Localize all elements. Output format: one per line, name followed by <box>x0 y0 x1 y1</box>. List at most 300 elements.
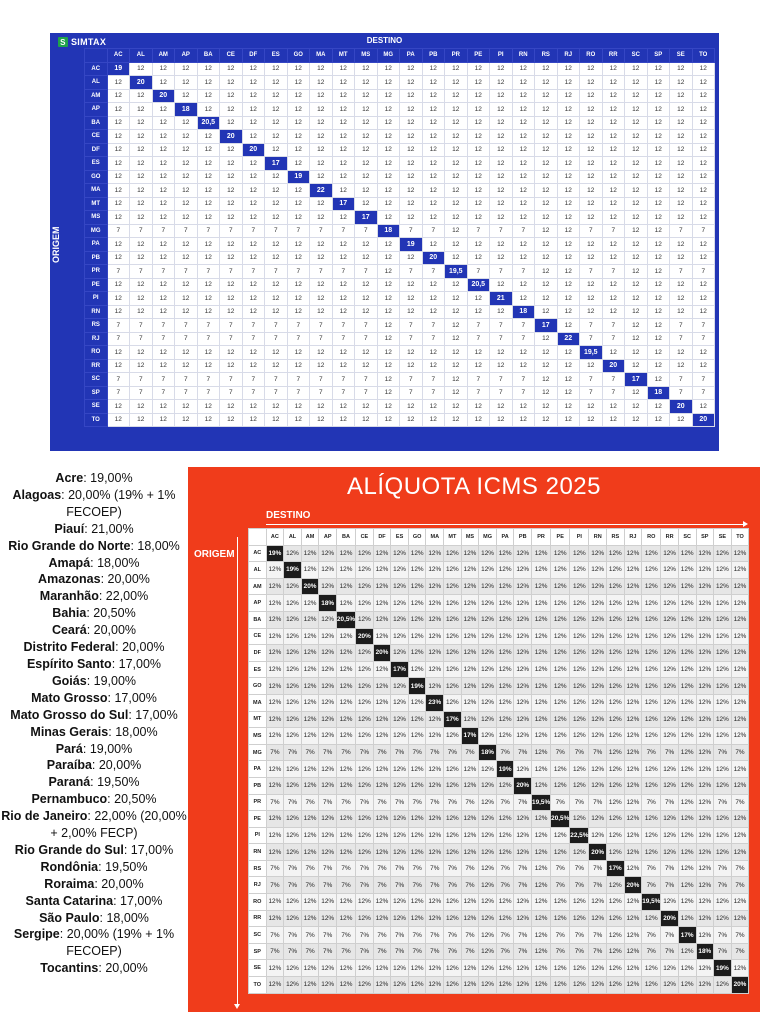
right-rate-cell: 12% <box>678 595 696 612</box>
state-rate-separator: : <box>130 538 138 553</box>
aliquota-icms-2025-panel <box>188 467 760 1012</box>
top-rate-cell: 12 <box>602 76 625 90</box>
right-row <box>249 611 749 628</box>
top-rate-cell: 12 <box>400 143 423 157</box>
top-destino-header: CE <box>220 49 243 63</box>
right-destino-header: MT <box>444 529 462 546</box>
top-rate-cell: 12 <box>220 238 243 252</box>
right-rate-cell: 12% <box>532 777 551 794</box>
right-rate-cell: 12% <box>284 827 302 844</box>
right-rate-cell: 12% <box>607 562 625 579</box>
right-rate-cell: 12% <box>444 977 462 994</box>
top-rate-cell: 12 <box>130 157 153 171</box>
right-rate-cell: 12% <box>624 844 642 861</box>
right-rate-cell: 12% <box>408 578 426 595</box>
top-rate-cell: 7 <box>670 265 693 279</box>
right-rate-cell: 7% <box>496 943 514 960</box>
top-rate-cell: 12 <box>670 346 693 360</box>
right-rate-cell: 12% <box>426 728 444 745</box>
top-rate-cell: 12 <box>287 197 310 211</box>
right-origem-header: DF <box>249 645 267 662</box>
right-rate-cell: 12% <box>373 844 391 861</box>
right-rate-cell: 12% <box>373 562 391 579</box>
right-rate-cell: 12% <box>408 977 426 994</box>
top-rate-cell: 12 <box>265 197 288 211</box>
top-rate-cell: 12 <box>625 143 648 157</box>
right-rate-cell: 12% <box>496 694 514 711</box>
right-rate-cell: 12% <box>426 562 444 579</box>
top-rate-cell: 7 <box>355 319 378 333</box>
top-rate-cell: 12 <box>130 143 153 157</box>
top-rate-cell: 12 <box>512 170 535 184</box>
top-rate-cell: 12 <box>220 76 243 90</box>
right-rate-cell: 12% <box>461 960 479 977</box>
right-rate-cell: 7% <box>356 794 374 811</box>
top-rate-cell: 12 <box>332 211 355 225</box>
right-rate-cell: 7% <box>391 794 409 811</box>
top-rate-cell: 12 <box>310 359 333 373</box>
right-rate-cell: 7% <box>319 744 337 761</box>
right-rate-cell: 12% <box>426 595 444 612</box>
right-rate-cell: 12% <box>589 628 607 645</box>
top-origem-header: RN <box>85 305 108 319</box>
right-rate-cell: 12% <box>356 910 374 927</box>
top-origem-header: PR <box>85 265 108 279</box>
top-rate-cell: 7 <box>107 386 130 400</box>
top-rate-cell: 7 <box>332 319 355 333</box>
top-rate-cell: 12 <box>625 224 648 238</box>
top-rate-cell: 12 <box>647 265 670 279</box>
right-rate-cell: 12% <box>301 827 319 844</box>
top-destino-header: DF <box>242 49 265 63</box>
right-rate-cell: 12% <box>532 628 551 645</box>
top-rate-cell: 7 <box>242 319 265 333</box>
state-name: Ceará <box>51 623 87 638</box>
right-rate-cell: 12% <box>426 711 444 728</box>
right-rate-cell: 12% <box>336 578 355 595</box>
right-rate-cell: 7% <box>514 744 532 761</box>
right-rate-cell: 12% <box>678 943 696 960</box>
top-rate-cell: 12 <box>332 413 355 427</box>
top-rate-cell: 12 <box>467 211 490 225</box>
right-origem-header: AP <box>249 595 267 612</box>
right-internal-rate-cell: 20% <box>589 844 607 861</box>
right-rate-cell: 12% <box>607 694 625 711</box>
top-internal-rate-cell: 17 <box>535 319 558 333</box>
simtax-logo-icon: S <box>58 37 68 47</box>
top-rate-cell: 7 <box>197 265 220 279</box>
top-rate-cell: 12 <box>197 251 220 265</box>
top-rate-cell: 12 <box>535 238 558 252</box>
right-rate-cell: 12% <box>496 611 514 628</box>
top-rate-cell: 12 <box>400 89 423 103</box>
top-internal-rate-cell: 20 <box>152 89 175 103</box>
right-rate-cell: 12% <box>426 545 444 562</box>
right-rate-cell: 12% <box>624 595 642 612</box>
right-rate-cell: 7% <box>391 927 409 944</box>
top-rate-cell: 12 <box>647 184 670 198</box>
top-rate-cell: 7 <box>152 386 175 400</box>
top-destino-header: TO <box>692 49 715 63</box>
right-rate-cell: 12% <box>373 611 391 628</box>
top-rate-cell: 12 <box>467 238 490 252</box>
top-rate-cell: 12 <box>490 305 513 319</box>
top-rate-cell: 12 <box>535 76 558 90</box>
right-rate-cell: 12% <box>461 827 479 844</box>
top-rate-cell: 7 <box>107 332 130 346</box>
top-rate-cell: 12 <box>130 400 153 414</box>
top-rate-cell: 12 <box>557 103 580 117</box>
top-destino-header: MG <box>377 49 400 63</box>
top-rate-cell: 12 <box>220 400 243 414</box>
right-rate-cell: 7% <box>642 877 661 894</box>
top-rate-cell: 12 <box>422 89 445 103</box>
right-rate-cell: 12% <box>284 811 302 828</box>
top-rate-cell: 12 <box>287 89 310 103</box>
top-rate-cell: 12 <box>625 292 648 306</box>
top-rate-cell: 12 <box>377 413 400 427</box>
right-rate-cell: 7% <box>661 943 679 960</box>
top-rate-cell: 12 <box>332 305 355 319</box>
state-rate-value: 18,00% <box>106 910 149 925</box>
right-rate-cell: 12% <box>266 960 284 977</box>
right-rate-cell: 12% <box>444 661 462 678</box>
right-rate-cell: 12% <box>444 960 462 977</box>
top-origem-header: CE <box>85 130 108 144</box>
right-rate-cell: 7% <box>266 877 284 894</box>
right-rate-cell: 7% <box>356 744 374 761</box>
right-rate-cell: 12% <box>696 910 714 927</box>
right-rate-cell: 12% <box>444 562 462 579</box>
top-rate-cell: 12 <box>265 103 288 117</box>
right-rate-cell: 12% <box>532 877 551 894</box>
top-row <box>85 386 715 400</box>
right-rate-cell: 12% <box>391 545 409 562</box>
top-rate-cell: 12 <box>175 76 198 90</box>
right-rate-cell: 12% <box>514 761 532 778</box>
right-rate-cell: 7% <box>461 860 479 877</box>
right-rate-cell: 12% <box>408 894 426 911</box>
top-rate-cell: 12 <box>557 170 580 184</box>
top-internal-rate-cell: 17 <box>625 373 648 387</box>
top-rate-cell: 12 <box>535 373 558 387</box>
top-rate-cell: 12 <box>332 89 355 103</box>
right-rate-cell: 12% <box>678 545 696 562</box>
right-rate-cell: 12% <box>714 844 732 861</box>
top-rate-cell: 12 <box>670 292 693 306</box>
right-rate-cell: 12% <box>696 562 714 579</box>
top-rate-cell: 12 <box>580 76 603 90</box>
right-rate-cell: 12% <box>589 894 607 911</box>
top-rate-cell: 12 <box>152 413 175 427</box>
top-rate-cell: 12 <box>107 211 130 225</box>
top-rate-cell: 12 <box>422 305 445 319</box>
top-rate-cell: 12 <box>625 305 648 319</box>
top-rate-cell: 12 <box>175 89 198 103</box>
right-row <box>249 628 749 645</box>
top-rate-cell: 12 <box>265 400 288 414</box>
top-rate-cell: 12 <box>602 62 625 76</box>
top-rate-cell: 12 <box>107 278 130 292</box>
right-rate-cell: 12% <box>408 562 426 579</box>
top-rate-cell: 12 <box>332 251 355 265</box>
top-rate-cell: 12 <box>535 413 558 427</box>
right-internal-rate-cell: 17% <box>461 728 479 745</box>
state-rate-item <box>0 470 188 487</box>
right-rate-cell: 12% <box>336 960 355 977</box>
top-rate-cell: 7 <box>107 265 130 279</box>
state-rate-value: 22,00% (20,00% + 2,00% FECP) <box>50 809 187 841</box>
top-rate-cell: 7 <box>242 224 265 238</box>
state-rate-separator: : <box>86 673 94 688</box>
top-rate-cell: 12 <box>130 170 153 184</box>
top-rate-cell: 12 <box>647 211 670 225</box>
top-rate-cell: 12 <box>152 211 175 225</box>
right-rate-cell: 12% <box>589 694 607 711</box>
top-rate-cell: 7 <box>242 386 265 400</box>
right-rate-cell: 12% <box>661 761 679 778</box>
right-rate-cell: 12% <box>624 811 642 828</box>
right-rate-cell: 12% <box>391 977 409 994</box>
top-destino-header: ES <box>265 49 288 63</box>
right-rate-cell: 12% <box>624 777 642 794</box>
top-rate-cell: 12 <box>490 278 513 292</box>
top-rate-cell: 12 <box>602 413 625 427</box>
right-origem-header: RR <box>249 910 267 927</box>
right-destino-header: GO <box>408 529 426 546</box>
top-rate-cell: 12 <box>445 386 468 400</box>
right-rate-cell: 12% <box>570 611 589 628</box>
right-rate-cell: 12% <box>444 578 462 595</box>
right-rate-cell: 7% <box>714 877 732 894</box>
right-rate-cell: 12% <box>678 678 696 695</box>
top-rate-cell: 12 <box>512 116 535 130</box>
right-rate-cell: 7% <box>444 794 462 811</box>
top-rate-cell: 12 <box>512 292 535 306</box>
right-internal-rate-cell: 19% <box>714 960 732 977</box>
top-rate-cell: 12 <box>467 143 490 157</box>
right-rate-cell: 12% <box>373 910 391 927</box>
top-rate-cell: 12 <box>107 157 130 171</box>
top-rate-cell: 12 <box>220 359 243 373</box>
right-rate-cell: 7% <box>391 943 409 960</box>
right-rate-cell: 12% <box>678 711 696 728</box>
top-rate-cell: 12 <box>625 265 648 279</box>
top-rate-cell: 7 <box>175 386 198 400</box>
right-rate-cell: 12% <box>532 678 551 695</box>
top-rate-cell: 7 <box>220 373 243 387</box>
right-rate-cell: 12% <box>479 910 497 927</box>
right-rate-cell: 12% <box>696 578 714 595</box>
top-rate-cell: 12 <box>332 130 355 144</box>
state-rate-value: 20,50% <box>93 606 136 621</box>
right-rate-cell: 12% <box>444 827 462 844</box>
right-internal-rate-cell: 19% <box>266 545 284 562</box>
top-rate-cell: 12 <box>445 211 468 225</box>
right-rate-cell: 12% <box>266 678 284 695</box>
top-rate-cell: 12 <box>175 157 198 171</box>
state-name: Paraíba <box>46 758 92 773</box>
top-rate-cell: 12 <box>265 116 288 130</box>
right-rate-cell: 12% <box>373 728 391 745</box>
top-rate-cell: 12 <box>130 103 153 117</box>
right-rate-cell: 12% <box>301 678 319 695</box>
top-rate-cell: 12 <box>625 76 648 90</box>
right-rate-cell: 7% <box>426 860 444 877</box>
top-rate-cell: 7 <box>355 332 378 346</box>
right-rate-cell: 12% <box>336 811 355 828</box>
right-origem-header: AL <box>249 562 267 579</box>
top-rate-cell: 12 <box>625 157 648 171</box>
top-rate-cell: 12 <box>287 346 310 360</box>
state-name: Rio Grande do Norte <box>8 538 131 553</box>
top-rate-cell: 12 <box>580 130 603 144</box>
top-rate-cell: 12 <box>152 76 175 90</box>
right-rate-cell: 12% <box>589 562 607 579</box>
right-rate-cell: 12% <box>444 728 462 745</box>
right-rate-cell: 7% <box>714 943 732 960</box>
right-rate-cell: 7% <box>551 794 570 811</box>
right-internal-rate-cell: 19,5% <box>532 794 551 811</box>
right-rate-cell: 12% <box>514 728 532 745</box>
state-rate-item <box>0 910 188 927</box>
right-rate-cell: 12% <box>301 977 319 994</box>
right-rate-cell: 12% <box>391 910 409 927</box>
state-rate-item <box>0 656 188 673</box>
right-rate-cell: 12% <box>479 877 497 894</box>
top-rate-cell: 12 <box>647 89 670 103</box>
right-rate-cell: 7% <box>426 943 444 960</box>
right-rate-cell: 7% <box>461 877 479 894</box>
state-name: Mato Grosso do Sul <box>10 707 129 722</box>
right-rate-cell: 12% <box>426 578 444 595</box>
right-rate-cell: 12% <box>696 661 714 678</box>
right-rate-cell: 12% <box>661 645 679 662</box>
top-rate-cell: 12 <box>355 62 378 76</box>
top-rate-cell: 12 <box>220 413 243 427</box>
top-rate-cell: 7 <box>580 386 603 400</box>
right-rate-cell: 12% <box>336 661 355 678</box>
top-rate-cell: 12 <box>445 143 468 157</box>
right-rate-cell: 12% <box>678 777 696 794</box>
right-rate-cell: 12% <box>391 628 409 645</box>
right-internal-rate-cell: 23% <box>426 694 444 711</box>
top-rate-cell: 12 <box>602 143 625 157</box>
top-rate-cell: 12 <box>265 170 288 184</box>
right-rate-cell: 7% <box>570 860 589 877</box>
top-rate-cell: 12 <box>535 386 558 400</box>
top-rate-cell: 12 <box>467 130 490 144</box>
right-rate-cell: 12% <box>373 977 391 994</box>
top-rate-cell: 12 <box>647 157 670 171</box>
top-rate-cell: 7 <box>265 386 288 400</box>
right-rate-cell: 12% <box>607 943 625 960</box>
right-rate-cell: 12% <box>391 562 409 579</box>
state-rate-item <box>0 555 188 572</box>
right-rate-cell: 12% <box>514 811 532 828</box>
right-origem-header: PB <box>249 777 267 794</box>
top-rate-cell: 12 <box>400 359 423 373</box>
top-rate-cell: 12 <box>580 62 603 76</box>
top-rate-cell: 12 <box>355 400 378 414</box>
top-rate-cell: 12 <box>692 278 715 292</box>
right-destino-header: RO <box>642 529 661 546</box>
top-destino-label: DESTINO <box>366 36 403 45</box>
top-rate-cell: 12 <box>377 184 400 198</box>
top-rate-cell: 12 <box>197 346 220 360</box>
right-rate-cell: 12% <box>301 811 319 828</box>
top-rate-cell: 7 <box>467 373 490 387</box>
top-row <box>85 116 715 130</box>
right-rate-cell: 12% <box>696 777 714 794</box>
top-rate-cell: 12 <box>512 130 535 144</box>
right-rate-cell: 12% <box>336 977 355 994</box>
top-origem-header: AP <box>85 103 108 117</box>
top-rate-cell: 7 <box>512 332 535 346</box>
right-rate-cell: 7% <box>301 794 319 811</box>
top-rate-cell: 12 <box>625 386 648 400</box>
right-rate-cell: 12% <box>444 694 462 711</box>
right-rate-cell: 12% <box>461 977 479 994</box>
top-rate-cell: 12 <box>467 400 490 414</box>
right-rate-cell: 12% <box>731 777 749 794</box>
right-rate-matrix <box>248 528 749 994</box>
right-rate-cell: 12% <box>532 545 551 562</box>
right-internal-rate-cell: 20% <box>624 877 642 894</box>
state-rate-value: 20,00% (19% + 1% FECOEP) <box>66 487 176 519</box>
state-rate-value: 22,00% <box>105 589 149 604</box>
top-rate-cell: 7 <box>602 332 625 346</box>
right-rate-cell: 12% <box>624 628 642 645</box>
top-rate-cell: 12 <box>175 238 198 252</box>
top-rate-cell: 12 <box>377 265 400 279</box>
right-rate-cell: 12% <box>678 977 696 994</box>
right-rate-cell: 12% <box>514 645 532 662</box>
top-rate-cell: 7 <box>512 265 535 279</box>
top-rate-cell: 12 <box>467 157 490 171</box>
right-rate-cell: 12% <box>461 562 479 579</box>
right-rate-cell: 7% <box>319 943 337 960</box>
simtax-icms-table-panel <box>50 33 719 451</box>
top-rate-cell: 12 <box>332 116 355 130</box>
right-rate-cell: 12% <box>479 678 497 695</box>
top-rate-cell: 12 <box>670 184 693 198</box>
top-rate-cell: 12 <box>535 116 558 130</box>
right-row <box>249 860 749 877</box>
right-rate-cell: 12% <box>284 661 302 678</box>
top-rate-cell: 12 <box>107 103 130 117</box>
right-rate-cell: 12% <box>570 628 589 645</box>
right-rate-cell: 12% <box>551 694 570 711</box>
right-rate-cell: 12% <box>624 943 642 960</box>
right-rate-cell: 12% <box>514 977 532 994</box>
top-rate-cell: 7 <box>692 265 715 279</box>
state-rate-value: 20,00% (19% + 1% FECOEP) <box>66 927 175 959</box>
top-rate-cell: 12 <box>647 197 670 211</box>
state-rate-separator: : <box>84 521 92 536</box>
right-row <box>249 661 749 678</box>
right-rate-cell: 12% <box>570 811 589 828</box>
right-rate-cell: 12% <box>678 728 696 745</box>
top-rate-cell: 7 <box>355 265 378 279</box>
top-internal-rate-cell: 18 <box>175 103 198 117</box>
top-origem-header: PI <box>85 292 108 306</box>
right-internal-rate-cell: 18% <box>479 744 497 761</box>
right-rate-cell: 7% <box>461 943 479 960</box>
right-internal-rate-cell: 19,5% <box>642 894 661 911</box>
right-rate-cell: 7% <box>319 877 337 894</box>
top-rate-cell: 12 <box>535 170 558 184</box>
